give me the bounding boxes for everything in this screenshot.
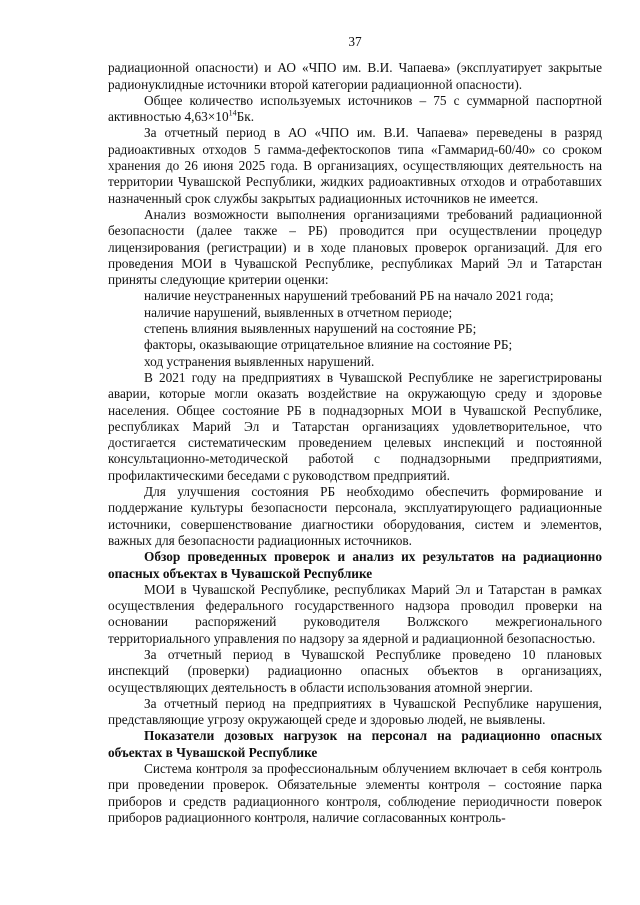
paragraph-8: За отчетный период в Чувашской Республике проведено 10 плановых инспекций (проверки) радиационно опасных объектов в организациях, осуществляющих деятельность в области использования атомной энергии. bbox=[108, 646, 602, 695]
paragraph-2-unit: Бк. bbox=[236, 109, 255, 125]
paragraph-4: Анализ возможности выполнения организациями требований радиационной безопасности (далее также – РБ) проводится при осуществлении процедур лицензирования (регистрации) и в ходе плановых проверок организаций. Для его проведения МОИ в Чувашской Республике, республиках Марий Эл и Татарстан приняты следующие критерии оценки: bbox=[108, 206, 602, 288]
paragraph-10: Система контроля за профессиональным облучением включает в себя контроль при проведении проверок. Обязательные элементы контроля – состояние парка приборов и средств радиационного контроля, соблюдение периодичности поверок приборов радиационного контроля, наличие согласованных контроль- bbox=[108, 761, 602, 825]
paragraph-3: За отчетный период в АО «ЧПО им. В.И. Чапаева» переведены в разряд радиоактивных отходов 5 гамма-дефектоскопов типа «Гаммарид-60/40» со сроком хранения до 26 июня 2025 года. В организациях, осуществляющих деятельность на территории Чувашской Республики, жидких радиоактивных отходов и отработавших назначенный срок службы закрытых радиационных источников не имеется. bbox=[108, 125, 602, 206]
criteria-item: ход устранения выявленных нарушений. bbox=[144, 353, 375, 369]
criteria-item: факторы, оказывающие отрицательное влияние на состояние РБ; bbox=[144, 337, 513, 353]
paragraph-1: радиационной опасности) и АО «ЧПО им. В.И. Чапаева» (эксплуатирует закрытые радионуклидные источники второй категории радиационной опасности). bbox=[108, 60, 602, 92]
paragraph-5: В 2021 году на предприятиях в Чувашской Республике не зарегистрированы аварии, которые могли оказать воздействие на окружающую среду и здоровье населения. Общее состояние РБ в поднадзорных МОИ в Чувашской Республике, республиках Марий Эл и Татарстан организациях удовлетворительное, что достигается систематическим проведением целевых инспекций и постоянной консультационно-методической работой с поднадзорными предприятиями, профилактическими беседами с руководством предприятий. bbox=[108, 369, 602, 483]
criteria-item: наличие нарушений, выявленных в отчетном периоде; bbox=[144, 304, 453, 320]
section-heading-dose-loads: Показатели дозовых нагрузок на персонал на радиационно опасных объектах в Чувашской Республике bbox=[108, 728, 602, 760]
paragraph-6: Для улучшения состояния РБ необходимо обеспечить формирование и поддержание культуры безопасности персонала, эксплуатирующего радиационные источники, совершенствование диагностики оборудования, систем и элементов, важных для безопасности радиационных источников. bbox=[108, 484, 602, 548]
exponent: 14 bbox=[228, 108, 237, 118]
paragraph-9: За отчетный период на предприятиях в Чувашской Республике нарушения, представляющие угрозу окружающей среде и здоровью людей, не выявлены. bbox=[108, 695, 602, 728]
section-heading-inspections: Обзор проведенных проверок и анализ их результатов на радиационно опасных объектах в Чувашской Республике bbox=[108, 549, 602, 581]
paragraph-2-text: Общее количество используемых источников – 75 с суммарной паспортной активностью 4,63×10 bbox=[108, 92, 602, 125]
criteria-item: наличие неустраненных нарушений требований РБ на начало 2021 года; bbox=[144, 288, 554, 304]
paragraph-7: МОИ в Чувашской Республике, республиках Марий Эл и Татарстан в рамках осуществления федерального государственного надзора проводил проверки на основании распоряжений руководителя Волжского межрегионального территориального управления по надзору за ядерной и радиационной безопасностью. bbox=[108, 581, 602, 646]
criteria-item: степень влияния выявленных нарушений на состояние РБ; bbox=[144, 321, 477, 337]
page-number: 37 bbox=[348, 34, 362, 49]
paragraph-2 bbox=[108, 93, 602, 126]
